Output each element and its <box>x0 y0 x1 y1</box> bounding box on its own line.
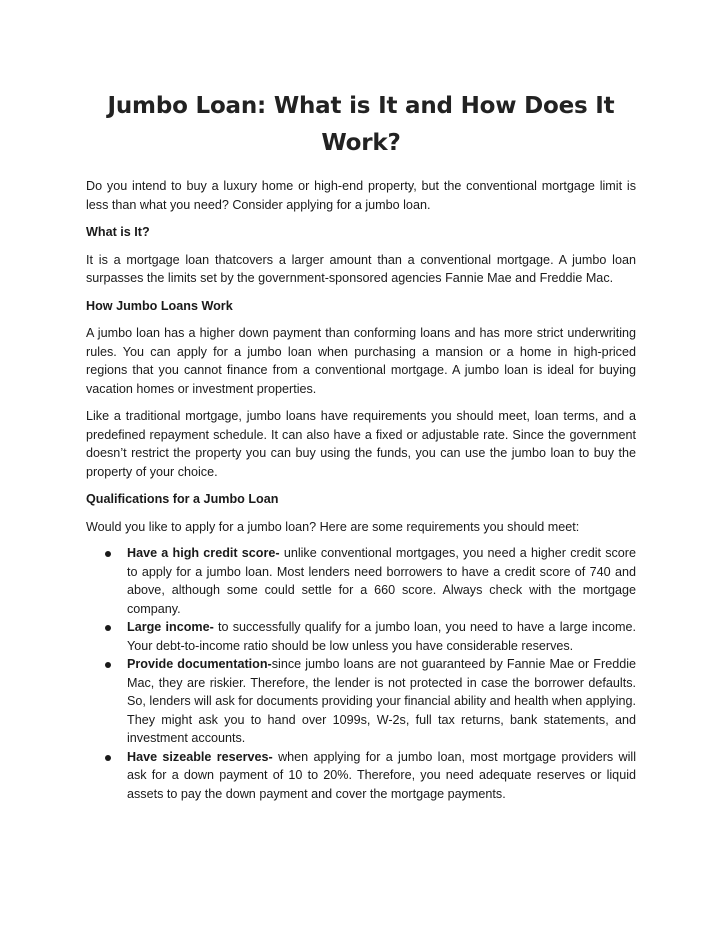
requirement-text: unlike conventional mortgages, you need a higher credit score to apply for a jumbo loan. Most lenders need borrowers to have a credit score of 740 and above, although some could settle for a 660 score. Always check with the mortgage company. <box>127 546 636 616</box>
list-item <box>86 618 636 655</box>
how-paragraph-1: A jumbo loan has a higher down payment than conforming loans and has more strict underwriting rules. You can apply for a jumbo loan when purchasing a mansion or a home in high-priced regions that you cannot finance from a conventional mortgage. A jumbo loan is ideal for buying vacation homes or investment properties. <box>86 326 636 396</box>
requirements-list <box>86 544 636 803</box>
what-paragraph: It is a mortgage loan thatcovers a larger amount than a conventional mortgage. A jumbo loan surpasses the limits set by the government-sponsored agencies Fannie Mae and Freddie Mac. <box>86 252 636 285</box>
requirement-lead: Large income- <box>127 620 214 634</box>
requirement-lead: Have a high credit score- <box>127 546 280 560</box>
list-item <box>86 748 636 804</box>
qualifications-intro: Would you like to apply for a jumbo loan? Here are some requirements you should meet: <box>86 519 580 534</box>
how-paragraph-2: Like a traditional mortgage, jumbo loans have requirements you should meet, loan terms, and a predefined repayment schedule. It can also have a fixed or adjustable rate. Since the government doesn’t restrict the property you can buy using the funds, you can use the jumbo loan to buy the property of your choice. <box>86 409 636 479</box>
requirement-lead: Provide documentation- <box>127 657 272 671</box>
requirement-lead: Have sizeable reserves- <box>127 749 273 764</box>
section-heading-qualifications: Qualifications for a Jumbo Loan <box>86 492 279 506</box>
requirement-text: to successfully qualify for a jumbo loan, you need to have a large income. Your debt-to-income ratio should be low unless you have considerable reserves. <box>127 620 636 653</box>
page-title: Jumbo Loan: What is It and How Does It Work? <box>107 93 615 156</box>
list-item <box>86 544 636 618</box>
requirement-text: since jumbo loans are not guaranteed by Fannie Mae or Freddie Mac, they are riskier. Therefore, the lender is not protected in case the borrower defaults. So, lenders will ask for documents providing your financial ability and health when applying. They might ask you to hand over 1099s, W-2s, full tax returns, bank statements, and investment accounts. <box>127 657 637 745</box>
section-heading-how: How Jumbo Loans Work <box>86 298 233 313</box>
section-heading-what: What is It? <box>86 225 150 239</box>
list-item <box>86 655 636 748</box>
bullet-icon <box>105 662 111 668</box>
bullet-icon <box>105 551 111 557</box>
bullet-icon <box>105 755 111 761</box>
document-page <box>86 0 636 803</box>
requirement-text: when applying for a jumbo loan, most mortgage providers will ask for a down payment of 10 to 20%. Therefore, you need adequate reserves or liquid assets to pay the down payment and cover the mortgage payments. <box>127 749 636 801</box>
bullet-icon <box>105 625 111 631</box>
intro-paragraph: Do you intend to buy a luxury home or high-end property, but the conventional mortgage limit is less than what you need? Consider applying for a jumbo loan. <box>86 179 636 212</box>
